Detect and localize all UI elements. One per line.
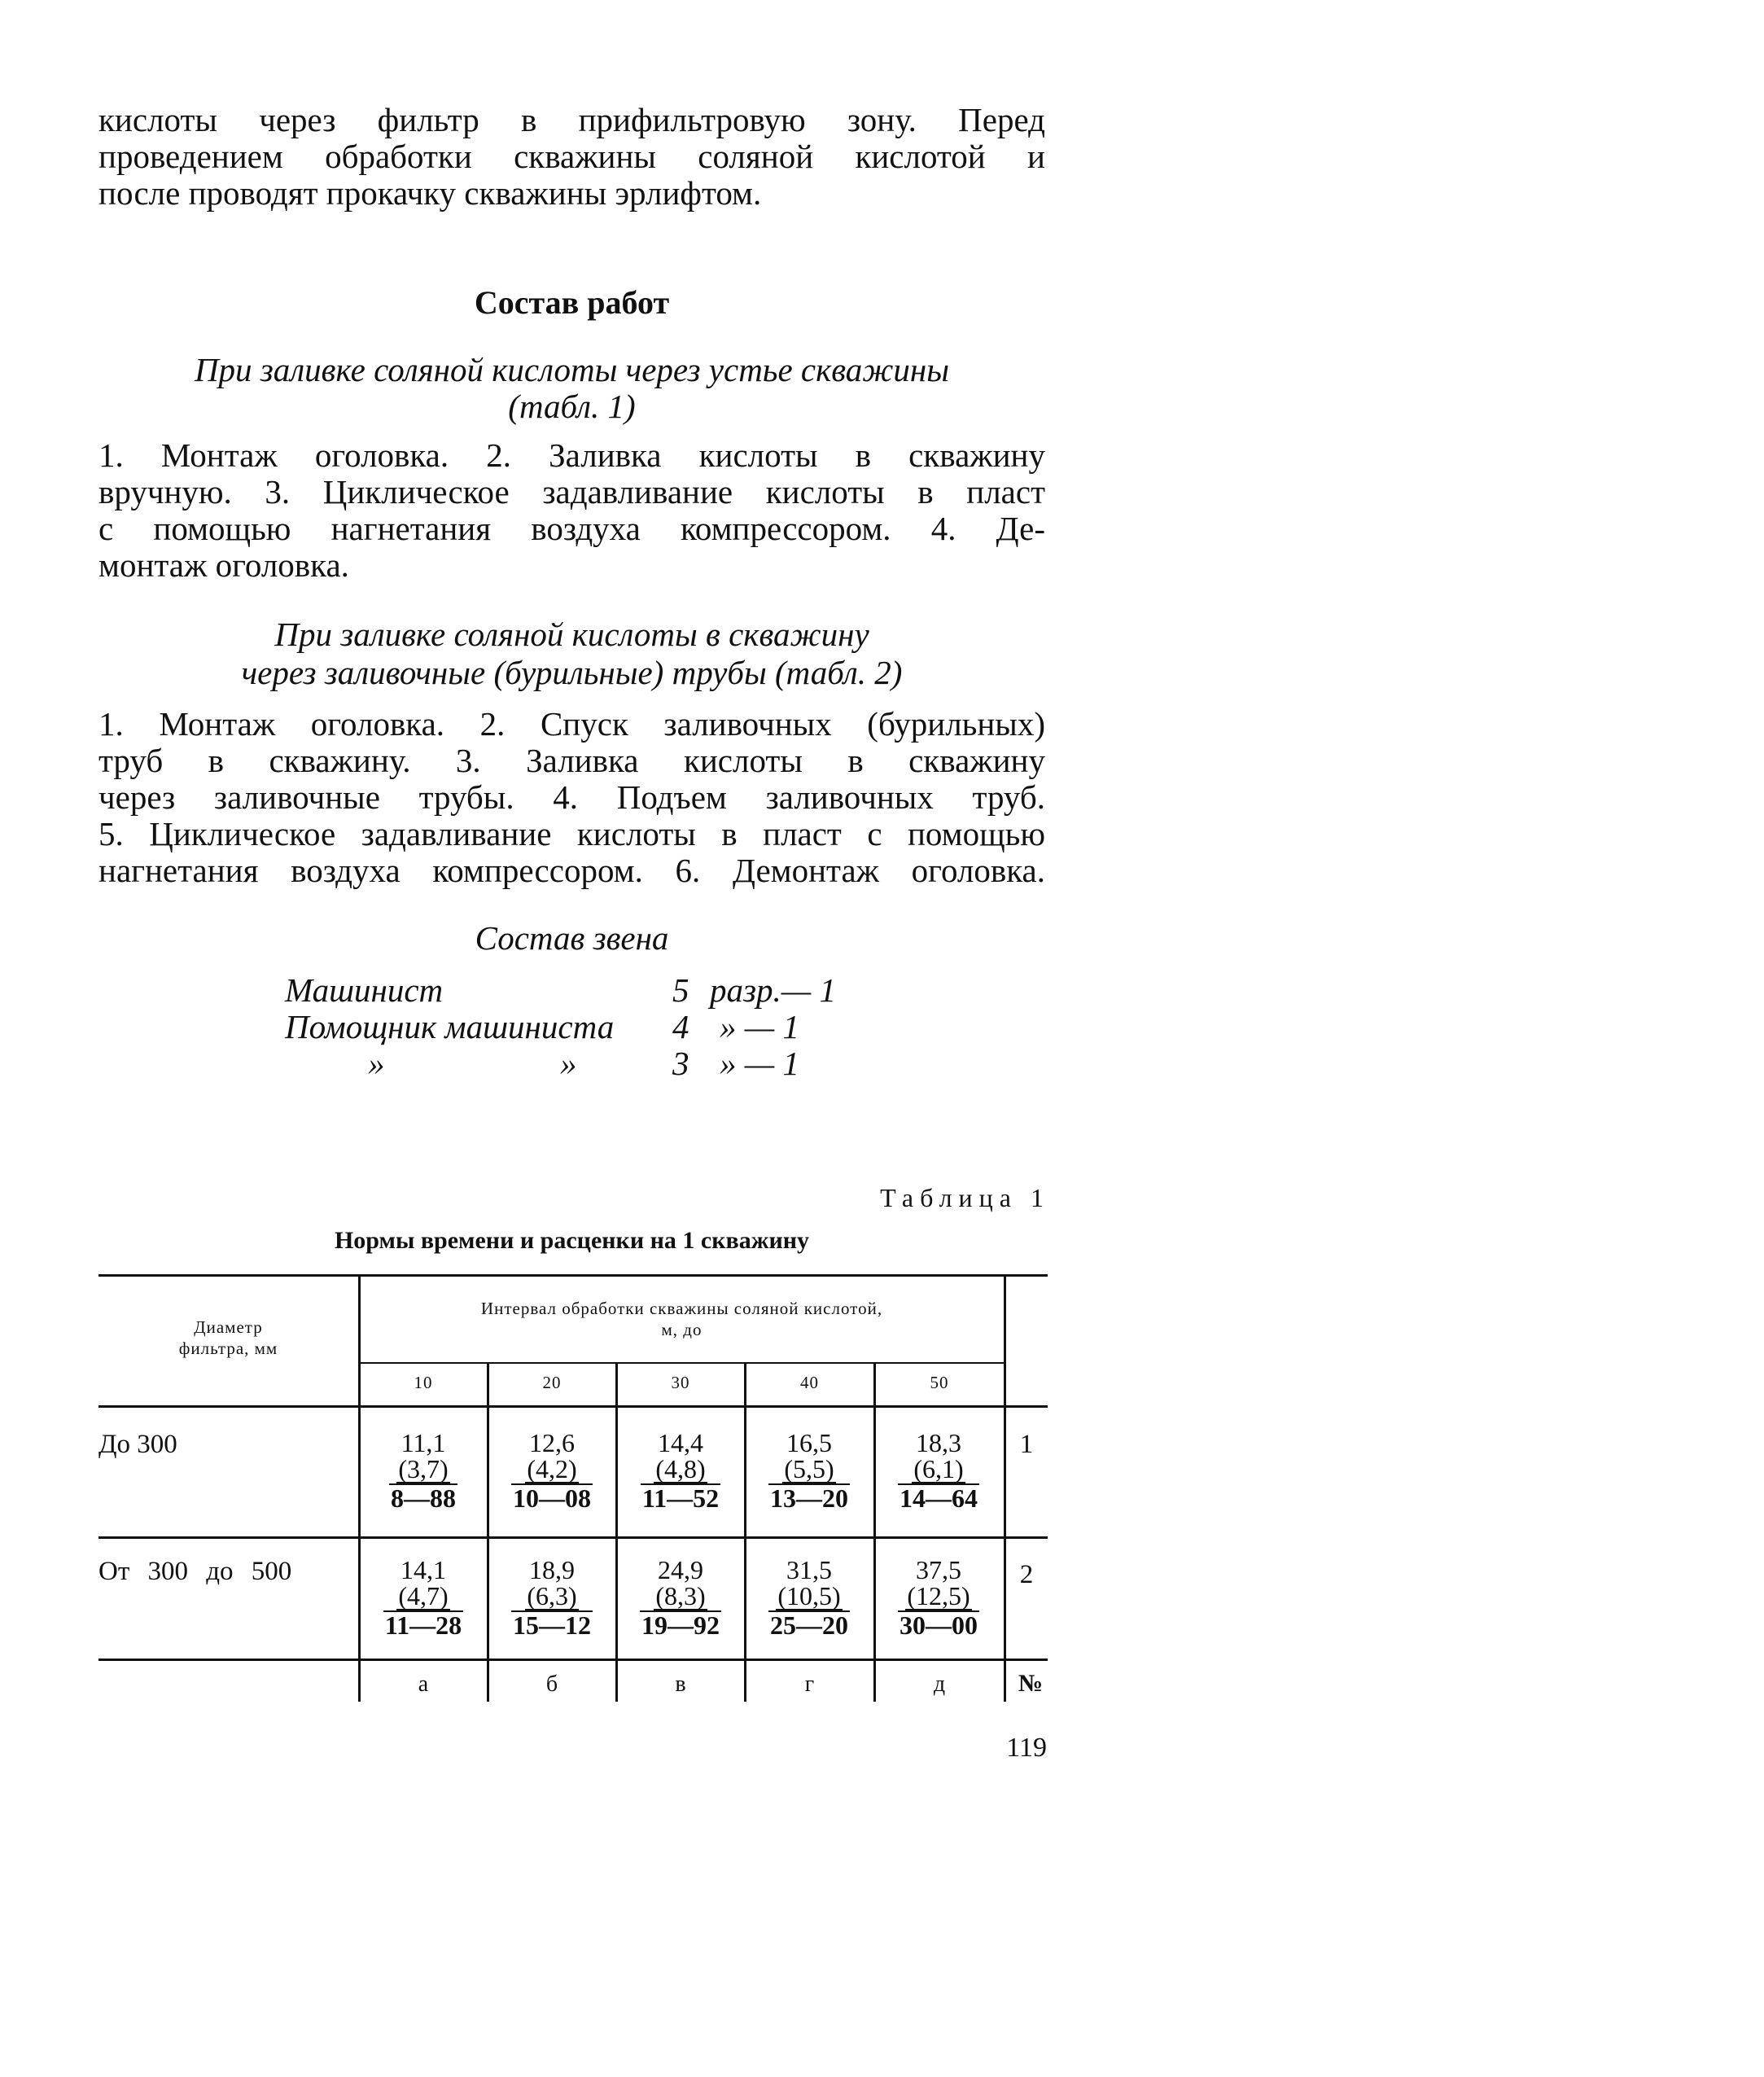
subsection-1-body-line-4: монтаж оголовка.: [98, 546, 349, 584]
crew-row-2: [0, 1007, 1058, 1044]
crew-unit: » — 1: [720, 1045, 799, 1082]
table-vrule-2: [487, 1405, 489, 1702]
page-number: 119: [1006, 1733, 1047, 1763]
footer-letter-d: г: [804, 1672, 815, 1697]
crew-title: Состав звена: [475, 919, 669, 957]
paren-value: (6,3): [527, 1581, 577, 1610]
table-rule-row-1: [98, 1536, 1048, 1539]
intro-line-1: кислоты через фильтр в прифильтровую зону. Перед: [98, 101, 1045, 138]
subsection-2-body-line-5: нагнетания воздуха компрессором. 6. Демонтаж оголовка.: [98, 852, 1045, 889]
footer-letter-b: б: [545, 1672, 558, 1697]
row-2-cell-a: [362, 1555, 484, 1640]
rate-value: 8—88: [391, 1483, 456, 1513]
footer-letter-a: а: [418, 1672, 429, 1697]
subsection-2-body-line-2: труб в скважину. 3. Заливка кислоты в скважину: [98, 742, 1045, 779]
interval-30: 30: [671, 1373, 690, 1392]
row-1-cell-a: [362, 1428, 484, 1513]
paren-value: (4,8): [655, 1454, 706, 1483]
table-rule-header-bottom: [98, 1405, 1048, 1408]
subsection-2-body-line-3: через заливочные трубы. 4. Подъем заливочных труб.: [98, 778, 1045, 816]
crew-row-3: [0, 1044, 1058, 1080]
rate-value: 10—08: [513, 1483, 591, 1513]
row-2-cell-c: [619, 1555, 742, 1640]
row-1-cell-b: [491, 1428, 613, 1513]
norm-value: 14,1: [401, 1555, 446, 1584]
table-vrule-4: [744, 1405, 746, 1702]
subsection-2-title-line-2: через заливочные (бурильные) трубы (табл. 2): [241, 654, 903, 691]
paren-value: (5,5): [784, 1454, 834, 1483]
crew-role: Машинист: [285, 971, 444, 1009]
paren-value: (10,5): [777, 1581, 841, 1610]
crew-grade: 5: [672, 971, 689, 1009]
row-2-cell-e: [878, 1555, 1000, 1640]
crew-unit: » — 1: [720, 1008, 799, 1045]
paren-value: (4,7): [398, 1581, 449, 1610]
norm-value: 18,9: [529, 1555, 575, 1584]
norm-value: 31,5: [786, 1555, 832, 1584]
norm-value: 16,5: [786, 1428, 832, 1457]
header-interval: [360, 1298, 1004, 1340]
crew-grade: 3: [672, 1045, 689, 1082]
paren-value: (6,1): [913, 1454, 964, 1483]
norm-value: 37,5: [916, 1555, 961, 1584]
subsection-1-body-line-2: вручную. 3. Циклическое задавливание кислоты в пласт: [98, 473, 1045, 510]
paren-value: (4,2): [527, 1454, 577, 1483]
header-interval-line-2: м, до: [661, 1320, 703, 1339]
header-diameter-line-2: фильтра, мм: [178, 1339, 278, 1358]
paren-value: (12,5): [907, 1581, 970, 1610]
interval-40: 40: [800, 1373, 819, 1392]
rate-value: 11—28: [384, 1610, 462, 1640]
section-title: Состав работ: [474, 284, 670, 321]
intro-line-3: после проводят прокачку скважины эрлифтом.: [98, 174, 762, 212]
header-interval-line-1: Интервал обработки скважины соляной кислотой,: [480, 1299, 883, 1318]
intro-line-2: проведением обработки скважины соляной кислотой и: [98, 138, 1045, 175]
subsection-1-body-line-1: 1. Монтаж оголовка. 2. Заливка кислоты в скважину: [98, 436, 1045, 474]
table-vrule-5: [873, 1405, 876, 1702]
header-diameter: [98, 1317, 358, 1359]
header-diameter-line-1: Диаметр: [194, 1317, 263, 1337]
subsection-1-title-line-2: (табл. 1): [508, 388, 636, 425]
norm-value: 14,4: [658, 1428, 703, 1457]
table-vrule-6: [1004, 1274, 1006, 1702]
row-1-label: До 300: [98, 1430, 177, 1459]
norm-value: 24,9: [658, 1555, 703, 1584]
footer-letter-e: д: [933, 1672, 946, 1697]
row-2-number: 2: [1019, 1560, 1034, 1589]
rate-value: 19—92: [641, 1610, 720, 1640]
crew-unit: разр.— 1: [710, 971, 836, 1009]
table-rule-top: [98, 1274, 1048, 1277]
row-2-cell-b: [491, 1555, 613, 1640]
crew-row-1: [0, 971, 1058, 1007]
crew-role: »: [368, 1045, 385, 1082]
subsection-1-body-line-3: с помощью нагнетания воздуха компрессором. 4. Де-: [98, 510, 1045, 547]
norm-value: 18,3: [916, 1428, 961, 1457]
rate-value: 30—00: [900, 1610, 978, 1640]
crew-role: Помощник машиниста: [285, 1008, 615, 1045]
rate-value: 13—20: [770, 1483, 848, 1513]
norm-value: 11,1: [401, 1428, 446, 1457]
paren-value: (8,3): [655, 1581, 706, 1610]
subsection-1-title-line-1: При заливке соляной кислоты через устье скважины: [194, 351, 950, 388]
rate-value: 14—64: [900, 1483, 978, 1513]
row-1-cell-e: [878, 1428, 1000, 1513]
row-1-cell-d: [748, 1428, 870, 1513]
crew-role-2: »: [560, 1045, 577, 1082]
subsection-2-body-line-1: 1. Монтаж оголовка. 2. Спуск заливочных (бурильных): [98, 705, 1045, 743]
paren-value: (3,7): [398, 1454, 449, 1483]
rate-value: 25—20: [770, 1610, 848, 1640]
rate-value: 11—52: [641, 1483, 720, 1513]
table-vrule-3: [615, 1405, 618, 1702]
row-2-label: От 300 до 500: [98, 1557, 292, 1586]
row-1-number: 1: [1019, 1430, 1034, 1459]
row-1-cell-c: [619, 1428, 742, 1513]
interval-10: 10: [414, 1373, 433, 1392]
table-title: Нормы времени и расценки на 1 скважину: [334, 1227, 810, 1254]
table-rule-subheader: [358, 1362, 1005, 1364]
table-label: Таблица 1: [880, 1183, 1050, 1212]
subsection-2-title-line-1: При заливке соляной кислоты в скважину: [274, 616, 869, 653]
rate-value: 15—12: [513, 1610, 591, 1640]
interval-20: 20: [542, 1373, 562, 1392]
crew-grade: 4: [672, 1008, 689, 1045]
interval-50: 50: [930, 1373, 949, 1392]
norm-value: 12,6: [529, 1428, 575, 1457]
footer-letter-c: в: [675, 1672, 686, 1697]
table-rule-row-2: [98, 1659, 1048, 1661]
subsection-2-body-line-4: 5. Циклическое задавливание кислоты в пласт с помощью: [98, 815, 1045, 852]
row-2-cell-d: [748, 1555, 870, 1640]
footer-number-sign: №: [1018, 1670, 1044, 1697]
